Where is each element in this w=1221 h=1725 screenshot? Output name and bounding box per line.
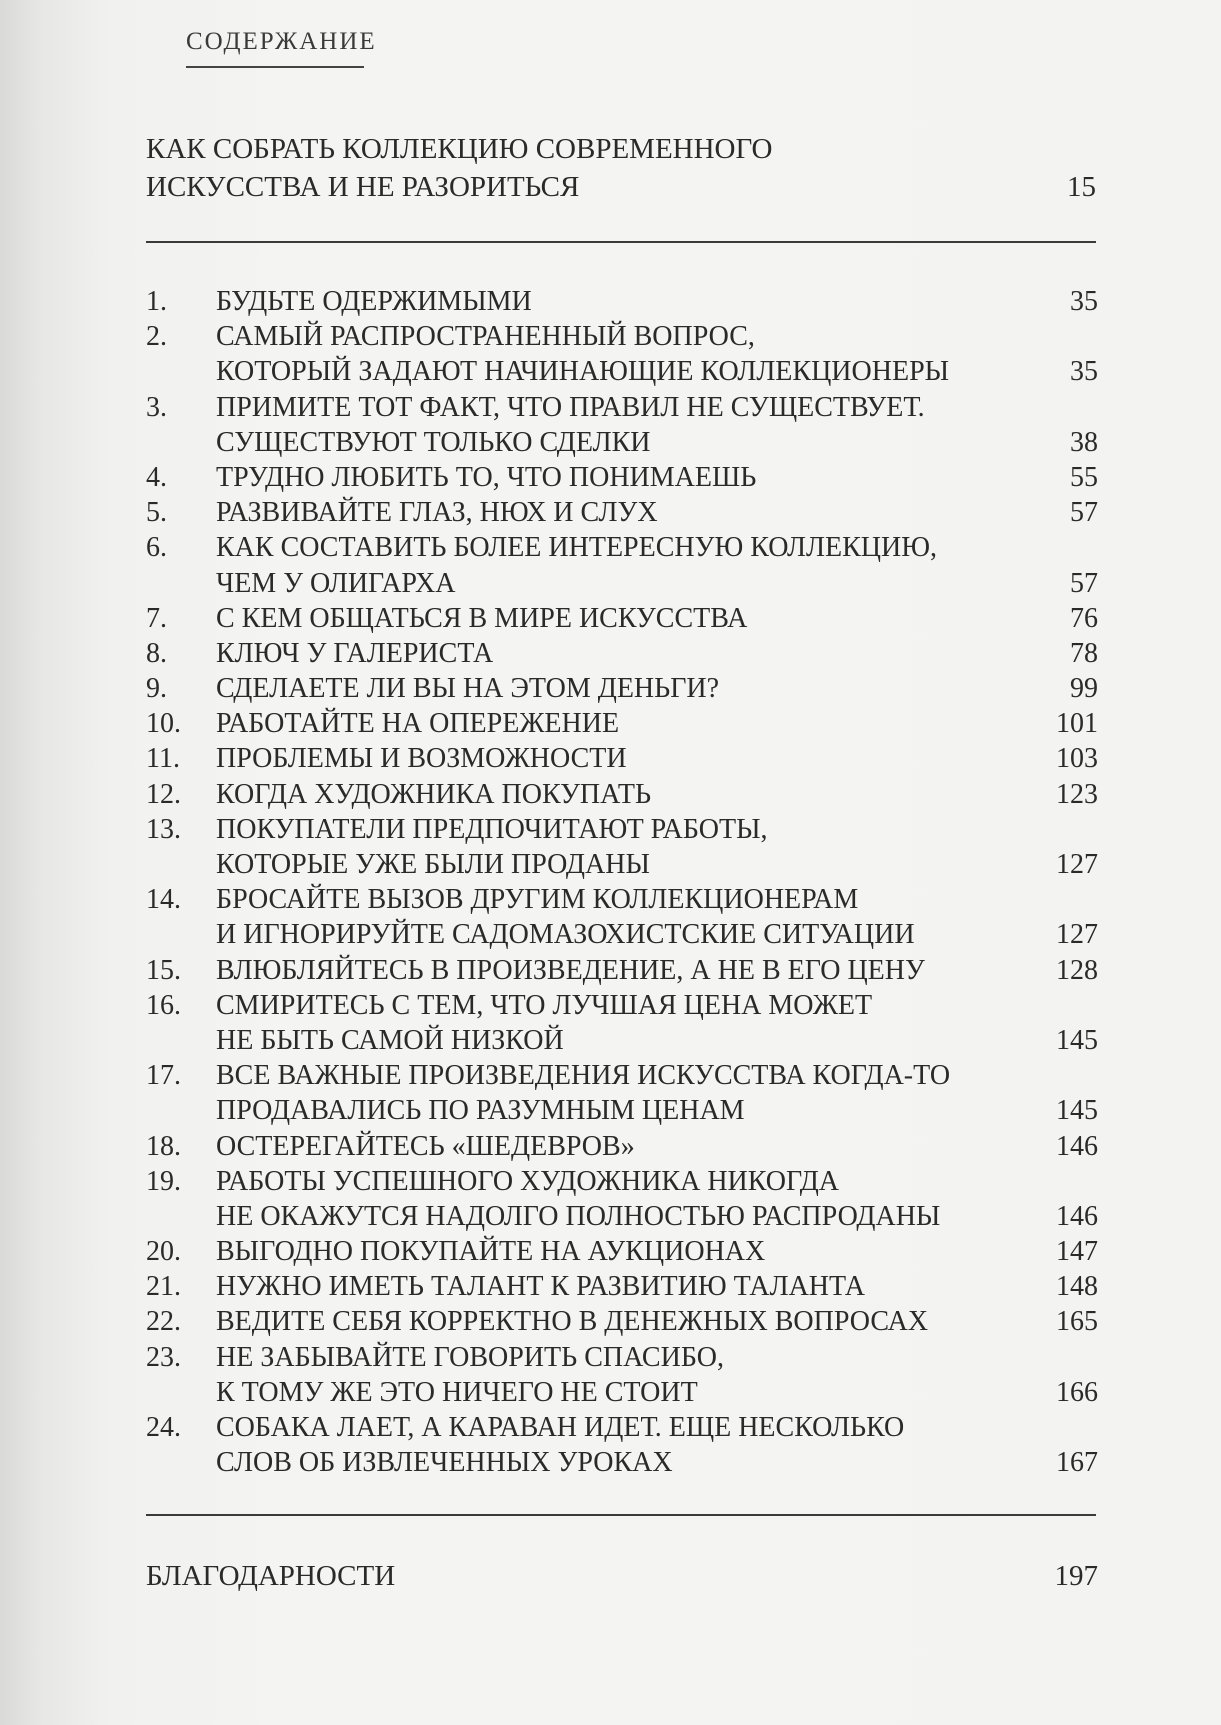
toc-entry-number: 16. [146,989,181,1021]
toc-entry-number: 3. [146,391,167,423]
toc-entry-number: 11. [146,743,180,775]
toc-entry-title: КАК СОСТАВИТЬ БОЛЕЕ ИНТЕРЕСНУЮ КОЛЛЕКЦИЮ, [216,532,938,564]
toc-entry [146,1269,1098,1304]
toc-entry [146,460,1098,495]
toc-entry-number: 21. [146,1271,181,1303]
toc-entry-title: К ТОМУ ЖЕ ЭТО НИЧЕГО НЕ СТОИТ [216,1376,698,1408]
toc-entry [146,741,1098,776]
toc-entry-number: 17. [146,1060,181,1092]
toc-entry-number: 12. [146,778,181,810]
header-underline [186,66,364,68]
toc-entry-title: СУЩЕСТВУЮТ ТОЛЬКО СДЕЛКИ [216,426,651,458]
toc-entry-number: 13. [146,813,181,845]
toc-list [146,284,1098,1480]
toc-entry-number: 9. [146,673,167,705]
toc-entry [146,1058,1098,1128]
toc-entry-number: 5. [146,497,167,529]
toc-entry-page-number: 35 [1070,356,1098,388]
toc-entry [146,988,1098,1058]
toc-entry-row [146,1164,1098,1199]
toc-entry-page-number: 57 [1070,497,1098,529]
toc-entry-row [146,1234,1098,1269]
toc-entry-number: 19. [146,1165,181,1197]
toc-entry [146,812,1098,882]
toc-entry-row [146,777,1098,812]
toc-entry-number: 8. [146,637,167,669]
toc-entry-title: КОГДА ХУДОЖНИКА ПОКУПАТЬ [216,778,652,810]
toc-entry-title: САМЫЙ РАСПРОСТРАНЕННЫЙ ВОПРОС, [216,321,755,353]
toc-entry [146,390,1098,460]
toc-entry-page-number: 147 [1056,1236,1098,1268]
toc-entry-title: КОТОРЫЙ ЗАДАЮТ НАЧИНАЮЩИЕ КОЛЛЕКЦИОНЕРЫ [216,356,950,388]
toc-entry-title: ПОКУПАТЕЛИ ПРЕДПОЧИТАЮТ РАБОТЫ, [216,813,768,845]
toc-entry-page-number: 38 [1070,426,1098,458]
divider-bottom [146,1514,1096,1516]
intro-title-line-1: КАК СОБРАТЬ КОЛЛЕКЦИЮ СОВРЕМЕННОГО [146,133,773,165]
toc-entry-row [146,530,1098,565]
running-header [186,28,377,68]
toc-entry [146,319,1098,389]
toc-entry-title: ВЕДИТЕ СЕБЯ КОРРЕКТНО В ДЕНЕЖНЫХ ВОПРОСАХ [216,1306,929,1338]
toc-entry [146,1129,1098,1164]
toc-entry-title: И ИГНОРИРУЙТЕ САДОМАЗОХИСТСКИЕ СИТУАЦИИ [216,919,915,951]
toc-entry-page-number: 35 [1070,286,1098,317]
toc-entry-row [146,953,1098,988]
toc-entry-row [146,1340,1098,1375]
toc-entry-row [146,1269,1098,1304]
toc-entry-number: 24. [146,1412,181,1443]
toc-entry-title: РАБОТАЙТЕ НА ОПЕРЕЖЕНИЕ [216,708,620,740]
toc-entry-row [146,847,1098,882]
toc-entry-page-number: 146 [1056,1200,1098,1232]
divider-top [146,241,1096,243]
toc-entry-row [146,495,1098,530]
toc-entry-row [146,988,1098,1023]
toc-entry-page-number: 76 [1070,602,1098,634]
toc-entry-page-number: 99 [1070,673,1098,705]
toc-entry-title: СМИРИТЕСЬ С ТЕМ, ЧТО ЛУЧШАЯ ЦЕНА МОЖЕТ [216,989,873,1021]
toc-entry-title: ТРУДНО ЛЮБИТЬ ТО, ЧТО ПОНИМАЕШЬ [216,461,757,493]
toc-entry-title: ВЛЮБЛЯЙТЕСЬ В ПРОИЗВЕДЕНИЕ, А НЕ В ЕГО ЦЕНУ [216,954,925,986]
toc-entry [146,1304,1098,1339]
toc-entry-page-number: 127 [1056,919,1098,951]
toc-entry [146,882,1098,952]
toc-entry-row [146,601,1098,636]
toc-entry-title: ПРОДАВАЛИСЬ ПО РАЗУМНЫМ ЦЕНАМ [216,1095,745,1127]
toc-entry-number: 22. [146,1306,181,1338]
toc-entry-row [146,1199,1098,1234]
toc-entry-page-number: 127 [1056,849,1098,880]
toc-entry-row [146,1129,1098,1164]
toc-entry-row [146,706,1098,741]
toc-entry-row [146,1410,1098,1445]
toc-entry-title: С КЕМ ОБЩАТЬСЯ В МИРЕ ИСКУССТВА [216,602,748,634]
toc-entry [146,1164,1098,1234]
toc-entry-row [146,1023,1098,1058]
toc-entry-number: 15. [146,954,181,986]
toc-entry [146,284,1098,319]
intro-title-line-2: ИСКУССТВА И НЕ РАЗОРИТЬСЯ [146,171,580,203]
toc-entry [146,1340,1098,1410]
toc-entry-row [146,1093,1098,1128]
toc-entry-number: 1. [146,286,167,317]
toc-entry-title: НЕ ОКАЖУТСЯ НАДОЛГО ПОЛНОСТЬЮ РАСПРОДАНЫ [216,1200,941,1232]
toc-entry-page-number: 101 [1056,708,1098,740]
toc-entry [146,601,1098,636]
toc-entry-title: ВЫГОДНО ПОКУПАЙТЕ НА АУКЦИОНАХ [216,1236,766,1268]
toc-entry-row [146,354,1098,389]
toc-entry-number: 18. [146,1130,181,1162]
toc-entry-title: ВСЕ ВАЖНЫЕ ПРОИЗВЕДЕНИЯ ИСКУССТВА КОГДА-ТО [216,1060,951,1092]
toc-entry-number: 4. [146,461,167,493]
acknowledgements-label: БЛАГОДАРНОСТИ [146,1560,396,1592]
toc-entry-page-number: 78 [1070,637,1098,669]
toc-entry [146,671,1098,706]
toc-entry-title: РАБОТЫ УСПЕШНОГО ХУДОЖНИКА НИКОГДА [216,1165,840,1197]
toc-entry [146,1410,1098,1480]
toc-entry-number: 23. [146,1341,181,1373]
toc-entry-page-number: 167 [1056,1447,1098,1479]
toc-entry-title: ОСТЕРЕГАЙТЕСЬ «ШЕДЕВРОВ» [216,1130,635,1162]
toc-entry-title: НЕ ЗАБЫВАЙТЕ ГОВОРИТЬ СПАСИБО, [216,1341,724,1373]
toc-entry [146,1234,1098,1269]
toc-entry-page-number: 145 [1056,1095,1098,1127]
toc-entry [146,495,1098,530]
toc-entry-number: 2. [146,321,167,353]
toc-entry-page-number: 128 [1056,954,1098,986]
toc-entry-title: СОБАКА ЛАЕТ, А КАРАВАН ИДЕТ. ЕЩЕ НЕСКОЛЬКО [216,1412,905,1443]
toc-entry-row [146,671,1098,706]
toc-entry-title: КЛЮЧ У ГАЛЕРИСТА [216,637,494,669]
toc-entry-page-number: 55 [1070,461,1098,493]
toc-entry-page-number: 123 [1056,778,1098,810]
toc-entry-title: БУДЬТЕ ОДЕРЖИМЫМИ [216,286,532,317]
toc-entry-page-number: 165 [1056,1306,1098,1338]
toc-entry-row [146,425,1098,460]
toc-entry [146,636,1098,671]
header-title: СОДЕРЖАНИЕ [186,28,377,55]
toc-entry-title: НУЖНО ИМЕТЬ ТАЛАНТ К РАЗВИТИЮ ТАЛАНТА [216,1271,865,1303]
toc-entry-row [146,741,1098,776]
toc-entry-page-number: 57 [1070,567,1098,599]
toc-entry-row [146,319,1098,354]
toc-entry-row [146,284,1098,319]
toc-entry-page-number: 166 [1056,1376,1098,1408]
acknowledgements-entry [146,1556,1098,1596]
toc-entry-page-number: 148 [1056,1271,1098,1303]
toc-entry-title: РАЗВИВАЙТЕ ГЛАЗ, НЮХ И СЛУХ [216,497,658,529]
toc-entry-row [146,917,1098,952]
toc-entry-title: КОТОРЫЕ УЖЕ БЫЛИ ПРОДАНЫ [216,849,650,880]
toc-entry-row [146,1445,1098,1480]
toc-entry-number: 20. [146,1236,181,1268]
toc-entry-number: 10. [146,708,181,740]
toc-entry-title: ПРИМИТЕ ТОТ ФАКТ, ЧТО ПРАВИЛ НЕ СУЩЕСТВУЕТ. [216,391,925,423]
toc-entry-title: ЧЕМ У ОЛИГАРХА [216,567,456,599]
toc-entry-title: СДЕЛАЕТЕ ЛИ ВЫ НА ЭТОМ ДЕНЬГИ? [216,673,720,705]
toc-entry-number: 6. [146,532,167,564]
toc-entry-number: 14. [146,884,181,916]
toc-entry-page-number: 145 [1056,1024,1098,1056]
intro-page-number: 15 [1067,171,1096,203]
toc-entry-row [146,460,1098,495]
toc-entry-page-number: 103 [1056,743,1098,775]
toc-entry-title: НЕ БЫТЬ САМОЙ НИЗКОЙ [216,1024,564,1056]
acknowledgements-page-number: 197 [1054,1560,1098,1592]
toc-entry-row [146,1058,1098,1093]
toc-entry-row [146,882,1098,917]
toc-entry-row [146,1304,1098,1339]
toc-entry-row [146,636,1098,671]
toc-entry-title: БРОСАЙТЕ ВЫЗОВ ДРУГИМ КОЛЛЕКЦИОНЕРАМ [216,884,859,916]
intro-entry [146,130,1096,206]
toc-entry [146,530,1098,600]
toc-entry-row [146,1375,1098,1410]
toc-entry-number: 7. [146,602,167,634]
toc-entry-page-number: 146 [1056,1130,1098,1162]
toc-entry-row [146,566,1098,601]
toc-entry-title: ПРОБЛЕМЫ И ВОЗМОЖНОСТИ [216,743,627,775]
toc-entry [146,777,1098,812]
toc-entry-title: СЛОВ ОБ ИЗВЛЕЧЕННЫХ УРОКАХ [216,1447,673,1479]
toc-entry-row [146,812,1098,847]
toc-entry-row [146,390,1098,425]
toc-entry [146,953,1098,988]
toc-entry [146,706,1098,741]
